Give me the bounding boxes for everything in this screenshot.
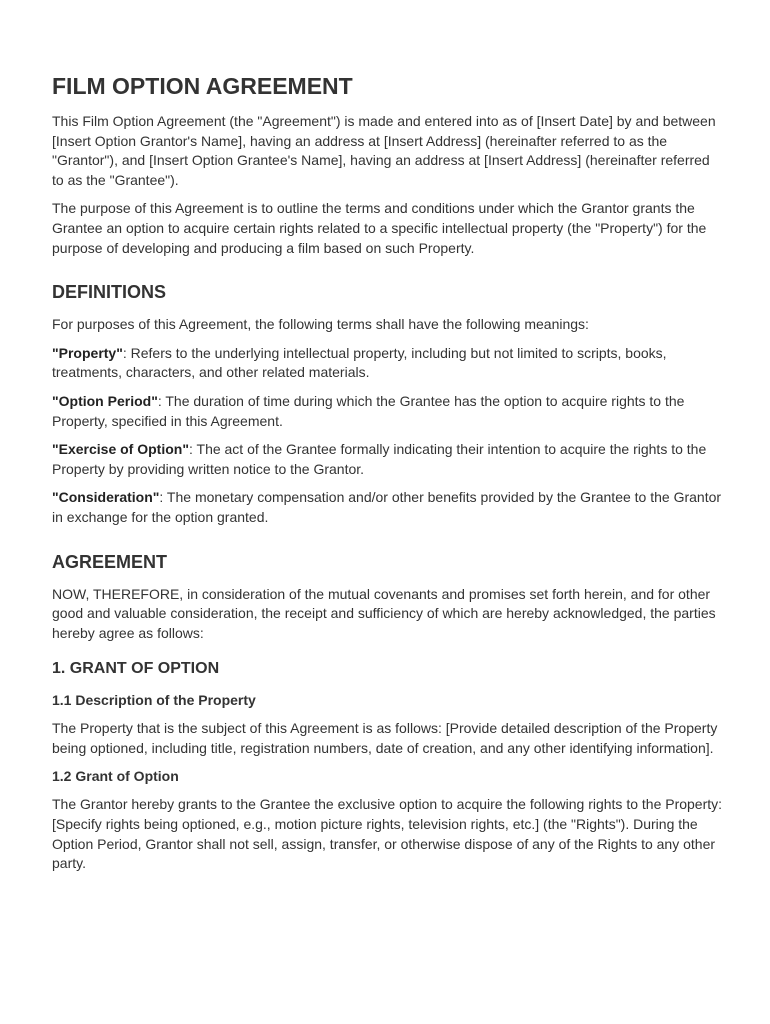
section-1-2-heading: 1.2 Grant of Option	[52, 768, 179, 785]
section-1-1-heading: 1.1 Description of the Property	[52, 692, 256, 709]
definition-text: : The act of the Grantee formally indicating their intention to acquire the rights to the Property by providing written notice to the Grantor.	[52, 441, 707, 477]
agreement-heading: AGREEMENT	[52, 551, 168, 572]
intro-paragraph-1: This Film Option Agreement (the "Agreement") is made and entered into as of [Insert Date] by and between [Insert Option Grantor's Name], having an address at [Insert Address] (hereinafter referred to as the "Grantor"), and [Insert Option Grantee's Name], having an address at [Insert Address] (hereinafter referred to as the "Grantee").	[52, 113, 716, 188]
intro-paragraph-2: The purpose of this Agreement is to outline the terms and conditions under which the Grantor grants the Grantee an option to acquire certain rights related to a specific intellectual property (the "Property") for the purpose of developing and producing a film based on such Property.	[52, 200, 707, 256]
definition-exercise-of-option	[52, 440, 724, 479]
document-title: FILM OPTION AGREEMENT	[52, 73, 353, 99]
definition-option-period	[52, 392, 724, 431]
definition-term: "Exercise of Option"	[52, 441, 189, 458]
definition-text: : Refers to the underlying intellectual property, including but not limited to scripts, books, treatments, characters, and other related materials.	[52, 344, 667, 381]
definition-term: "Property"	[52, 344, 123, 361]
definitions-heading: DEFINITIONS	[52, 282, 167, 303]
definition-term: "Option Period"	[52, 392, 158, 409]
section-1-2-paragraph: The Grantor hereby grants to the Grantee the exclusive option to acquire the following rights to the Property: [Specify rights being optioned, e.g., motion picture rights, television rights, etc.] (the "Rights"). During the Option Period, Grantor shall not sell, assign, transfer, or otherwise dispose of any of the Rights to any other party.	[52, 796, 723, 872]
section-1-heading: 1. GRANT OF OPTION	[52, 660, 220, 678]
section-1-1-paragraph: The Property that is the subject of this Agreement is as follows: [Provide detailed description of the Property being optioned, including title, registration numbers, date of creation, and any other identifying information].	[52, 720, 718, 756]
definition-text: : The monetary compensation and/or other benefits provided by the Grantee to the Grantor in exchange for the option granted.	[52, 489, 722, 525]
definition-text: : The duration of time during which the Grantee has the option to acquire rights to the Property, specified in this Agreement.	[52, 392, 685, 429]
definitions-lead: For purposes of this Agreement, the following terms shall have the following meanings:	[52, 316, 589, 333]
definition-term: "Consideration"	[52, 489, 160, 506]
definition-property	[52, 344, 724, 383]
agreement-paragraph: NOW, THEREFORE, in consideration of the mutual covenants and promises set forth herein, and for other good and valuable consideration, the receipt and sufficiency of which are hereby acknowledged, the parties hereby agree as follows:	[52, 585, 716, 641]
definition-consideration	[52, 488, 724, 527]
document-body	[52, 72, 724, 883]
